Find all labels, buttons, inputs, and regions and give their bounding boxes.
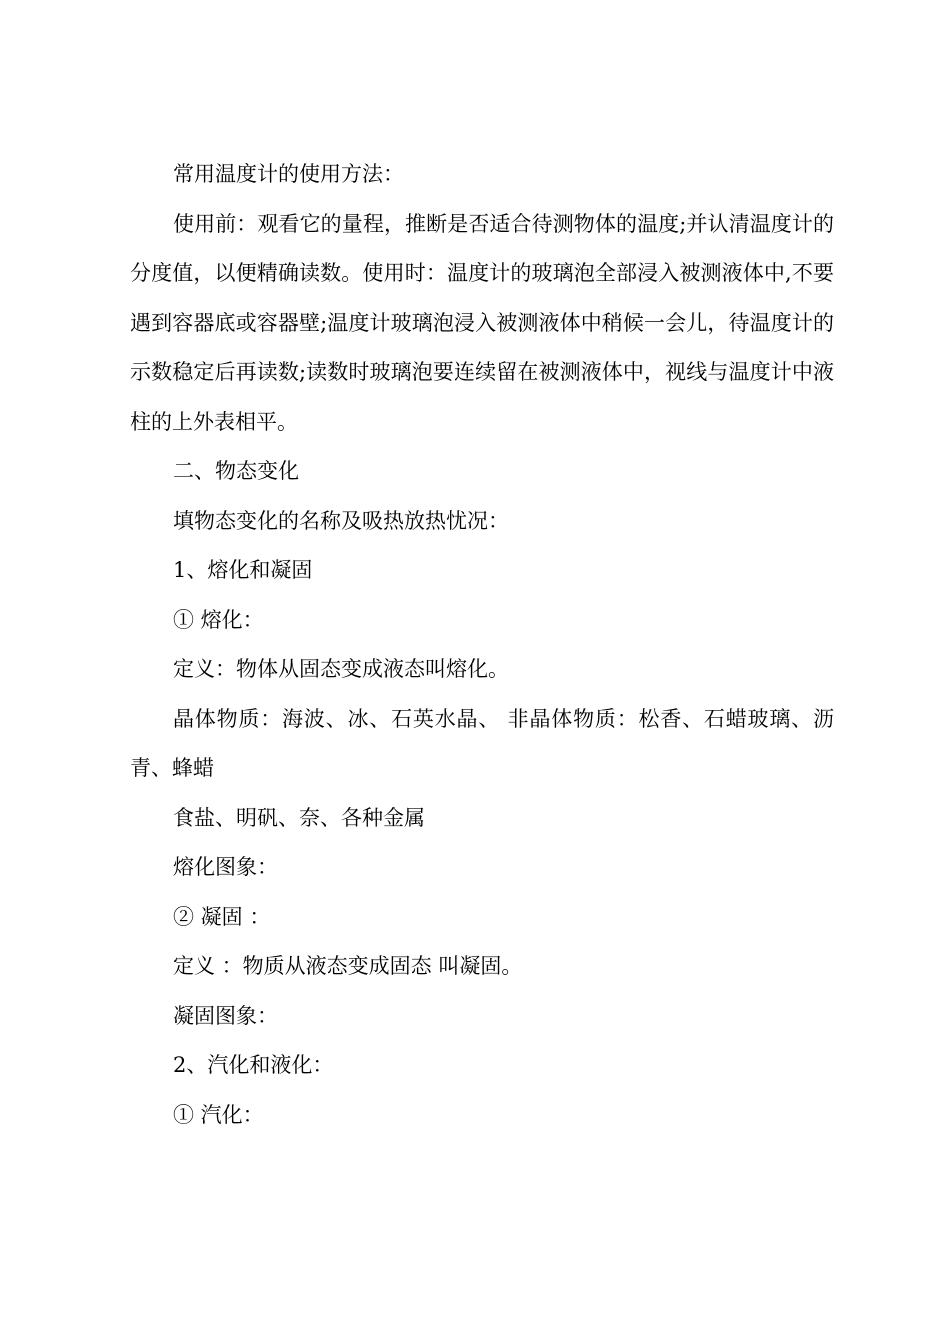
definition-melting: 定义：物体从固态变成液态叫熔化。 [173, 657, 509, 681]
subheading-vaporization-liquefaction: 2、汽化和液化： [173, 1053, 334, 1077]
item-solidification: ② 凝固 ： [173, 904, 271, 929]
item-vaporization: ① 汽化： [173, 1102, 264, 1127]
paragraph-thermometer-usage-title: 常用温度计的使用方法： [173, 162, 404, 186]
paragraph-instruction: 填物态变化的名称及吸热放热忧况： [173, 508, 509, 533]
definition-solidification: 定义 ：物质从液态变成固态 叫凝固。 [173, 954, 523, 978]
item-melting: ① 熔化： [173, 607, 264, 632]
paragraph-crystal-examples: 食盐、明矾、奈、各种金属 [173, 805, 425, 830]
document-body [130, 150, 834, 1140]
label-melting-graph: 熔化图象： [173, 855, 278, 879]
paragraph-thermometer-usage-body: 使用前：观看它的量程，推断是否适合待测物体的温度;并认清温度计的分度值，以便精确读数。使用时：温度计的玻璃泡全部浸入被测液体中,不要遇到容器底或容器壁;温度计玻璃泡浸入被测液体中稍候一会儿，待温度计的示数稳定后再读数;读数时玻璃泡要连续留在被测液体中，视线与温度计中液柱的上外表相平。 [130, 211, 834, 434]
paragraph-crystal-substances: 晶体物质：海波、冰、石英水晶、 非晶体物质：松香、石蜡玻璃、沥青、蜂蜡 [130, 706, 834, 780]
section-heading-state-changes: 二、物态变化 [173, 459, 299, 483]
label-solidification-graph: 凝固图象： [173, 1003, 278, 1028]
subheading-melting-solidification: 1、熔化和凝固 [173, 558, 313, 582]
